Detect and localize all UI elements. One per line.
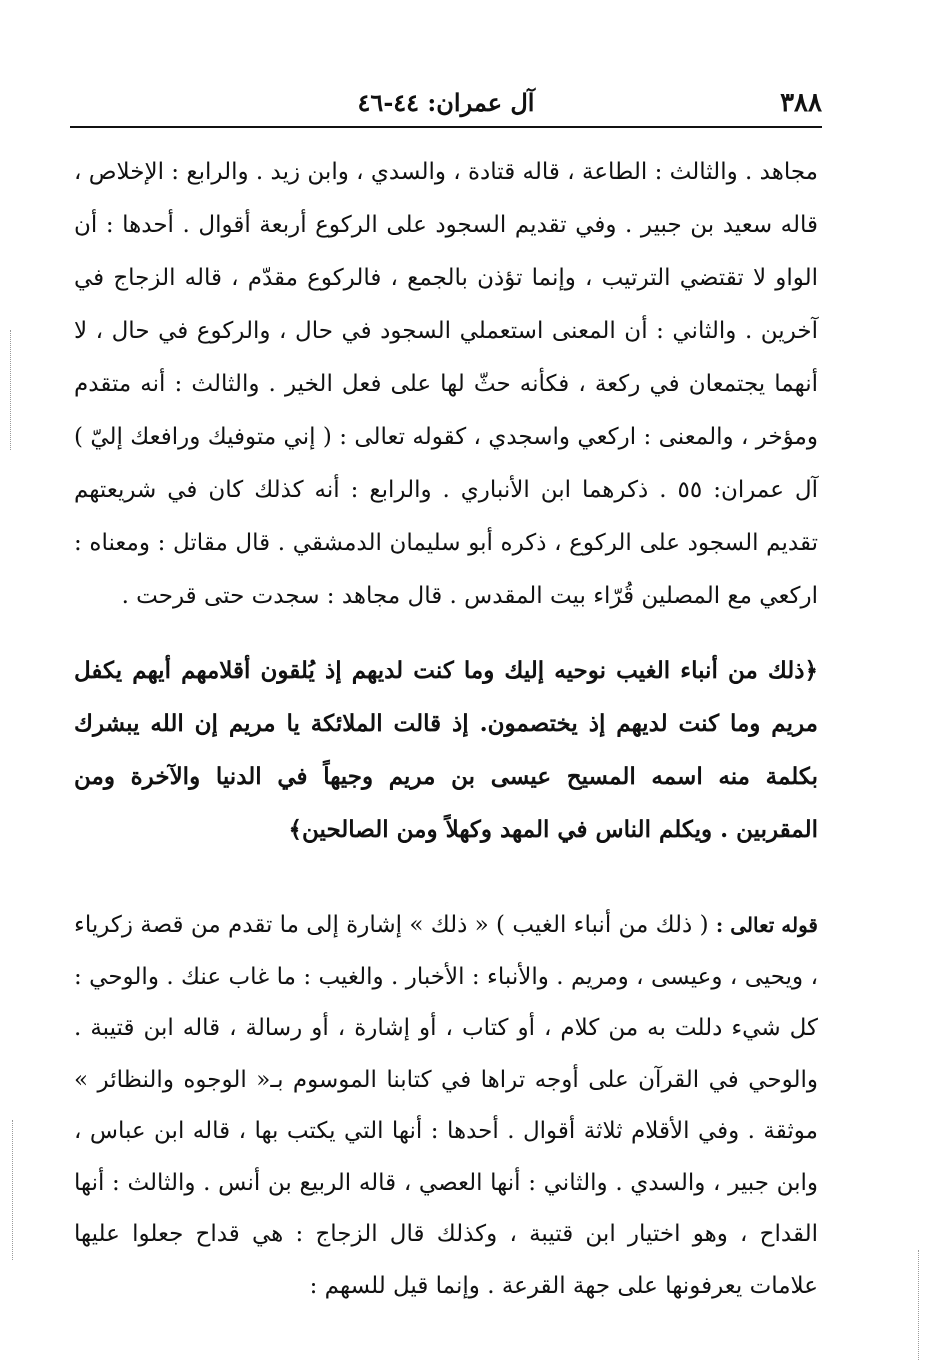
page-number: ٣٨٨ xyxy=(780,88,822,118)
running-title: آل عمران: ٤٤-٤٦ xyxy=(357,88,535,117)
commentary-text: ( ذلك من أنباء الغيب ) « ذلك » إشارة إلى ما تقدم من قصة زكرياء ، ويحيى ، وعيسى ، ومريم . والأنباء : الأخبار . والغيب : ما غاب عنك . والوحي : كل شيء دللت به من كلام ، أو كتاب ، أو إشارة ، أو رسالة ، قاله ابن قتيبة . والوحي في القرآن على أوجه تراها في كتابنا الموسوم بـ« الوجوه والنظائر » موثقة . وفي الأقلام ثلاثة أقوال . أحدها : أنها التي يكتب بها ، قاله ابن عباس ، وابن جبير ، والسدي . والثاني : أنها العصي ، قاله الربيع بن أنس . والثالث : أنها القداح ، وهو اختيار ابن قتيبة ، وكذلك قال الزجاج : هي قداح جعلوا عليها علامات يعرفونها على جهة القرعة . وإنما قيل للسهم : xyxy=(74,912,818,1299)
scan-edge-mark xyxy=(12,1120,13,1260)
commentary-paragraph xyxy=(74,146,818,623)
commentary-text: مجاهد . والثالث : الطاعة ، قاله قتادة ، والسدي ، وابن زيد . والرابع : الإخلاص ، قاله سعيد بن جبير . وفي تقديم السجود على الركوع أربعة أقوال . أحدها : أن الواو لا تقتضي الترتيب ، وإنما تؤذن بالجمع ، فالركوع مقدّم ، قاله الزجاج في آخرين . والثاني : أن المعنى استعملي السجود في حال ، والركوع في حال ، لا أنهما يجتمعان في ركعة ، فكأنه حثّ لها على فعل الخير . والثالث : أنه متقدم ومؤخر ، والمعنى : اركعي واسجدي ، كقوله تعالى : ( إني متوفيك ورافعك إليّ ) آل عمران: ٥٥ . ذكرهما ابن الأنباري . والرابع : أنه كذلك كان في شريعتهم تقديم السجود على الركوع ، ذكره أبو سليمان الدمشقي . قال مقاتل : ومعناه : اركعي مع المصلين قُرّاء بيت المقدس . قال مجاهد : سجدت حتى قرحت . xyxy=(74,159,818,609)
header-rule xyxy=(70,126,822,128)
scan-edge-mark xyxy=(10,330,11,450)
commentary-body xyxy=(74,900,818,1312)
quran-verse-text: ﴿ذلك من أنباء الغيب نوحيه إليك وما كنت لديهم إذ يُلقون أقلامهم أيهم يكفل مريم وما كنت لديهم إذ يختصمون. إذ قالت الملائكة يا مريم إن الله يبشرك بكلمة منه اسمه المسيح عيسى بن مريم وجيهاً في الدنيا والآخرة ومن المقربين . ويكلم الناس في المهد وكهلاً ومن الصالحين﴾ xyxy=(74,657,818,843)
commentary-paragraph xyxy=(74,900,818,1312)
page-header xyxy=(70,78,822,126)
quran-verse-block xyxy=(74,644,818,856)
scan-edge-mark xyxy=(918,1250,919,1360)
verse-reference-lead: قوله تعالى : xyxy=(715,913,818,937)
